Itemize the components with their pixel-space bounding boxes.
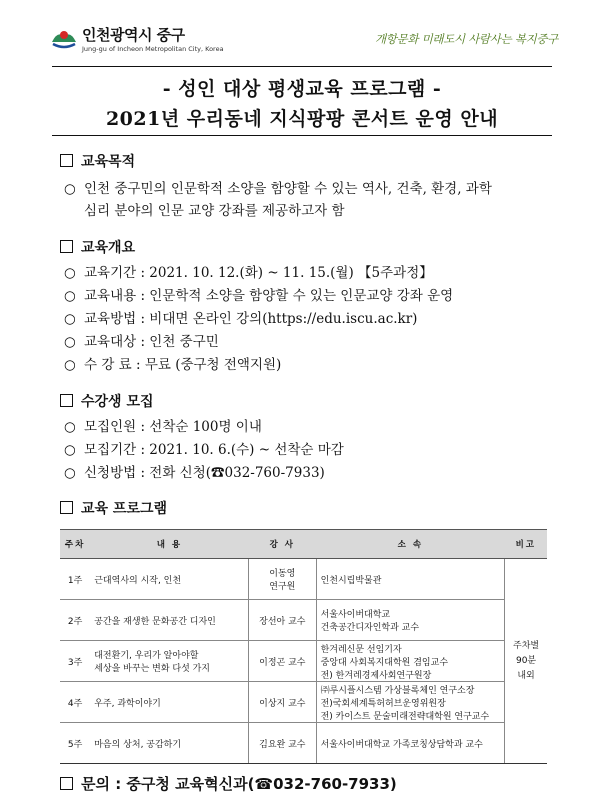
page-title-line1: - 성인 대상 평생교육 프로그램 -: [162, 78, 442, 100]
title-top-rule: [52, 66, 552, 67]
cell-content: 마음의 상처, 공감하기: [90, 723, 248, 764]
checkbox-square-icon: [60, 154, 73, 167]
col-header-lecturer: 강 사: [249, 530, 317, 559]
cell-affiliation: 한겨레신문 선임기자 중앙대 사회복지대학원 겸임교수 전) 한겨레경제사회연구원장: [316, 641, 505, 682]
table-row: [60, 723, 547, 764]
cell-lecturer: 이정곤 교수: [249, 641, 317, 682]
program-table: [60, 529, 547, 764]
cell-content: 대전환기, 우리가 알아야할 세상을 바꾸는 변화 다섯 가지: [90, 641, 248, 682]
col-header-note: 비고: [505, 530, 547, 559]
table-row: [60, 559, 547, 600]
org-subtitle: Jung-gu of Incheon Metropolitan City, Korea: [82, 45, 224, 53]
overview-item: ○ 교육내용 : 인문학적 소양을 함양할 수 있는 인문교양 강좌 운영: [64, 288, 454, 304]
cell-week: 4주: [60, 682, 90, 723]
col-header-content: 내 용: [90, 530, 248, 559]
purpose-line-2: 심리 분야의 인문 교양 강좌를 제공하고자 함: [84, 203, 345, 219]
checkbox-square-icon: [60, 501, 73, 514]
cell-lecturer: 이상지 교수: [249, 682, 317, 723]
cell-week: 3주: [60, 641, 90, 682]
section-overview-heading: 교육개요: [60, 237, 135, 257]
checkbox-square-icon: [60, 394, 73, 407]
cell-note: 주차별 90분 내외: [505, 559, 547, 764]
cell-week: 5주: [60, 723, 90, 764]
checkbox-square-icon: [60, 777, 73, 790]
slogan: 개항문화 미래도시 사람사는 복지중구: [374, 32, 558, 46]
overview-item: ○ 수 강 료 : 무료 (중구청 전액지원): [64, 357, 282, 373]
cell-affiliation: 인천시립박물관: [316, 559, 505, 600]
table-row: [60, 641, 547, 682]
recruit-item: ○ 신청방법 : 전화 신청(☎032-760-7933): [64, 465, 325, 481]
cell-content: 공간을 재생한 문화공간 디자인: [90, 600, 248, 641]
cell-affiliation: 서울사이버대학교 건축공간디자인학과 교수: [316, 600, 505, 641]
overview-item: ○ 교육기간 : 2021. 10. 12.(화) ~ 11. 15.(월) 【5주과정】: [64, 265, 433, 281]
page-title-line2: 2021년 우리동네 지식팡팡 콘서트 운영 안내: [105, 108, 499, 130]
cell-lecturer: 이동영 연구원: [249, 559, 317, 600]
overview-item: ○ 교육대상 : 인천 중구민: [64, 334, 219, 350]
org-name: 인천광역시 중구: [82, 26, 185, 44]
cell-affiliation: ㈜루시플시스템 가상블록체인 연구소장 전)국회세계특허허브운영위원장 전) 카이스트 문술미래전략대학원 연구교수: [316, 682, 505, 723]
contact-info: 문의 : 중구청 교육혁신과(☎032-760-7933): [60, 773, 397, 794]
cell-content: 근대역사의 시작, 인천: [90, 559, 248, 600]
recruit-item: ○ 모집인원 : 선착순 100명 이내: [64, 419, 262, 435]
page-header: [0, 0, 606, 62]
cell-lecturer: 장선아 교수: [249, 600, 317, 641]
section-purpose-heading: 교육목적: [60, 151, 135, 171]
col-header-affiliation: 소 속: [316, 530, 505, 559]
table-row: [60, 600, 547, 641]
title-bottom-rule: [52, 135, 552, 136]
checkbox-square-icon: [60, 240, 73, 253]
purpose-line: ○ 인천 중구민의 인문학적 소양을 함양할 수 있는 역사, 건축, 환경, 과학: [64, 181, 492, 197]
cell-week: 1주: [60, 559, 90, 600]
cell-affiliation: 서울사이버대학교 가족코칭상담학과 교수: [316, 723, 505, 764]
table-row: [60, 682, 547, 723]
col-header-week: 주차: [60, 530, 90, 559]
table-header-row: [60, 530, 547, 559]
cell-content: 우주, 과학이야기: [90, 682, 248, 723]
recruit-item: ○ 모집기간 : 2021. 10. 6.(수) ~ 선착순 마감: [64, 442, 344, 458]
city-emblem-icon: [50, 28, 78, 50]
cell-lecturer: 김요완 교수: [249, 723, 317, 764]
section-program-heading: 교육 프로그램: [60, 498, 167, 518]
cell-week: 2주: [60, 600, 90, 641]
overview-item: ○ 교육방법 : 비대면 온라인 강의(https://edu.iscu.ac.kr): [64, 311, 418, 327]
section-recruit-heading: 수강생 모집: [60, 391, 154, 411]
